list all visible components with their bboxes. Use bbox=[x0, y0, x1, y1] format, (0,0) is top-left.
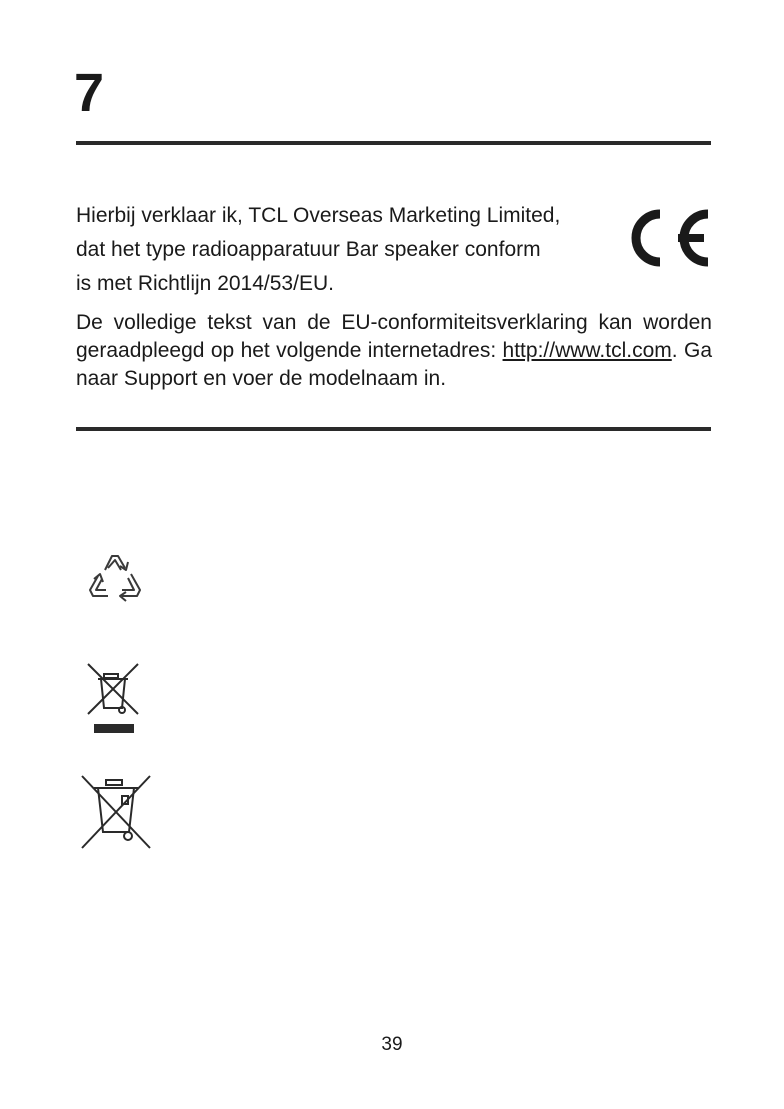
declaration-line: dat het type radioapparatuur Bar speaker conform bbox=[76, 238, 541, 261]
website-link[interactable]: http://www.tcl.com bbox=[502, 339, 672, 362]
recycle-icon bbox=[82, 546, 148, 610]
full-text-body: De volledige tekst van de EU-conformiteitsverklaring kan worden geraadpleegd op het volgende internetadres: bbox=[76, 311, 712, 362]
weee-bin-bar-icon bbox=[84, 662, 144, 738]
page-number: 39 bbox=[381, 1034, 403, 1055]
full-text-tail: . Ga naar Support en voer de modelnaam in. bbox=[76, 339, 712, 390]
chapter-number: 7 bbox=[74, 63, 105, 123]
declaration-line: is met Richtlijn 2014/53/EU. bbox=[76, 272, 334, 295]
ce-mark-icon bbox=[620, 206, 712, 270]
declaration-line: Hierbij verklaar ik, TCL Overseas Marketing Limited, bbox=[76, 204, 561, 227]
declaration-full-text bbox=[76, 309, 712, 393]
declaration-text bbox=[76, 199, 631, 301]
top-divider bbox=[76, 141, 711, 145]
weee-bin-icon bbox=[80, 774, 152, 852]
bottom-divider bbox=[76, 427, 711, 431]
